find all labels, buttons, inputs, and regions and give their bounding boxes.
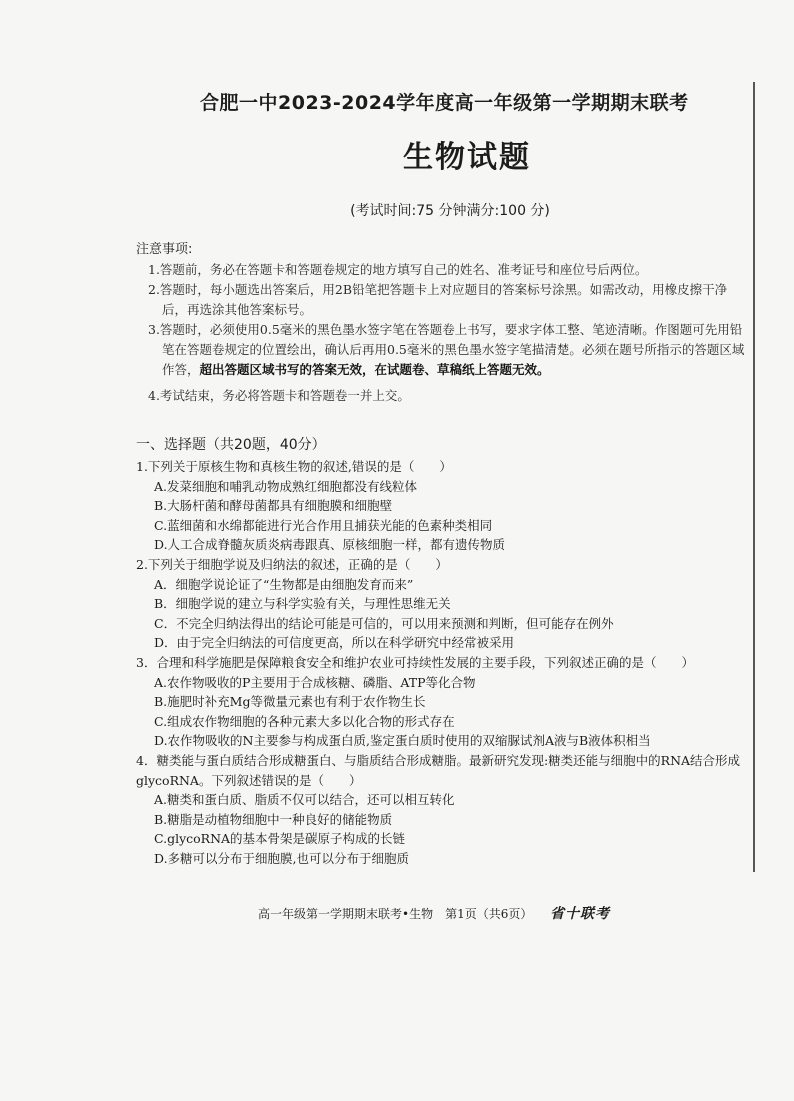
footer-page-info: 高一年级第一学期期末联考•生物 第1页（共6页） [258, 907, 533, 921]
subject-title: 生物试题 [403, 140, 531, 175]
question-1-option-d: D.人工合成脊髓灰质炎病毒跟真、原核细胞一样，都有遗传物质 [154, 537, 506, 553]
question-list [136, 457, 748, 868]
question-4-stem: 4．糖类能与蛋白质结合形成糖蛋白、与脂质结合形成糖脂。最新研究发现:糖类还能与细胞中的RNA结合形成glycoRNA。下列叙述错误的是（ ） [136, 752, 741, 788]
question-2-stem: 2.下列关于细胞学说及归纳法的叙述，正确的是（ ） [136, 556, 448, 572]
note-item-3 [136, 320, 748, 380]
question-1-stem: 1.下列关于原核生物和真核生物的叙述,错误的是（ ） [136, 459, 452, 474]
note-item-2: 2.答题时，每小题选出答案后，用2B铅笔把答题卡上对应题目的答案标号涂黑。如需改动，用橡皮擦干净后，再选涂其他答案标号。 [148, 282, 728, 317]
question-3 [136, 653, 748, 751]
question-1 [136, 457, 748, 555]
exam-time-info: (考试时间:75 分钟满分:100 分) [350, 203, 550, 219]
question-3-option-a: A.农作物吸收的P主要用于合成核糖、磷脂、ATP等化合物 [154, 674, 476, 690]
question-4-option-c: C.glycoRNA的基本骨架是碳原子构成的长链 [154, 831, 406, 847]
question-3-stem: 3．合理和科学施肥是保障粮食安全和维护农业可持续性发展的主要手段，下列叙述正确的是（ ） [136, 654, 694, 670]
note-item-4: 4.考试结束，务必将答题卡和答题卷一并上交。 [148, 388, 410, 403]
question-1-option-b: B.大肠杆菌和酵母菌都具有细胞膜和细胞壁 [154, 498, 393, 514]
note-item-3-bold: 超出答题区域书写的答案无效，在试题卷、草稿纸上答题无效。 [199, 362, 550, 377]
question-2 [136, 555, 748, 653]
note-item-1: 1.答题前，务必在答题卡和答题卷规定的地方填写自己的姓名、准考证号和座位号后两位。 [148, 262, 648, 277]
question-4-option-a: A.糖类和蛋白质、脂质不仅可以结合，还可以相互转化 [154, 792, 455, 808]
question-1-option-c: C.蓝细菌和水绵都能进行光合作用且捕获光能的色素种类相同 [154, 517, 493, 533]
question-3-option-d: D.农作物吸收的N主要参与构成蛋白质,鉴定蛋白质时使用的双缩脲试剂A液与B液体积相当 [154, 733, 651, 749]
question-2-option-b: B．细胞学说的建立与科学实验有关，与理性思维无关 [154, 596, 451, 612]
notes-block [136, 240, 748, 406]
footer-brand-logo: 省十联考 [550, 906, 610, 922]
question-4-option-d: D.多糖可以分布于细胞膜,也可以分布于细胞质 [154, 850, 410, 866]
question-2-option-c: C．不完全归纳法得出的结论可能是可信的，可以用来预测和判断，但可能存在例外 [154, 615, 614, 631]
question-3-option-b: B.施肥时补充Mg等微量元素也有利于农作物生长 [154, 694, 426, 710]
question-1-option-a: A.发菜细胞和哺乳动物成熟红细胞都没有线粒体 [154, 478, 418, 494]
question-2-option-a: A．细胞学说论证了“生物都是由细胞发育而来” [154, 576, 414, 592]
question-4-option-b: B.糖脂是动植物细胞中一种良好的储能物质 [154, 811, 393, 827]
question-2-option-d: D．由于完全归纳法的可信度更高，所以在科学研究中经常被采用 [154, 635, 515, 651]
note-item-3-text: 3.答题时，必须使用0.5毫米的黑色墨水签字笔在答题卷上书写，要求字体工整、笔迹清晰。作图题可先用铅笔在答题卷规定的位置绘出，确认后再用0.5毫米的黑色墨水签字笔描清楚。必须在题号所指示的答题区域作答， [148, 322, 745, 377]
notes-title: 注意事项: [136, 242, 193, 257]
section-heading-choice: 一、选择题（共20题，40分） [136, 437, 326, 453]
question-3-option-c: C.组成农作物细胞的各种元素大多以化合物的形式存在 [154, 713, 455, 729]
question-4 [136, 751, 748, 869]
school-exam-header: 合肥一中2023-2024学年度高一年级第一学期期末联考 [200, 92, 689, 114]
